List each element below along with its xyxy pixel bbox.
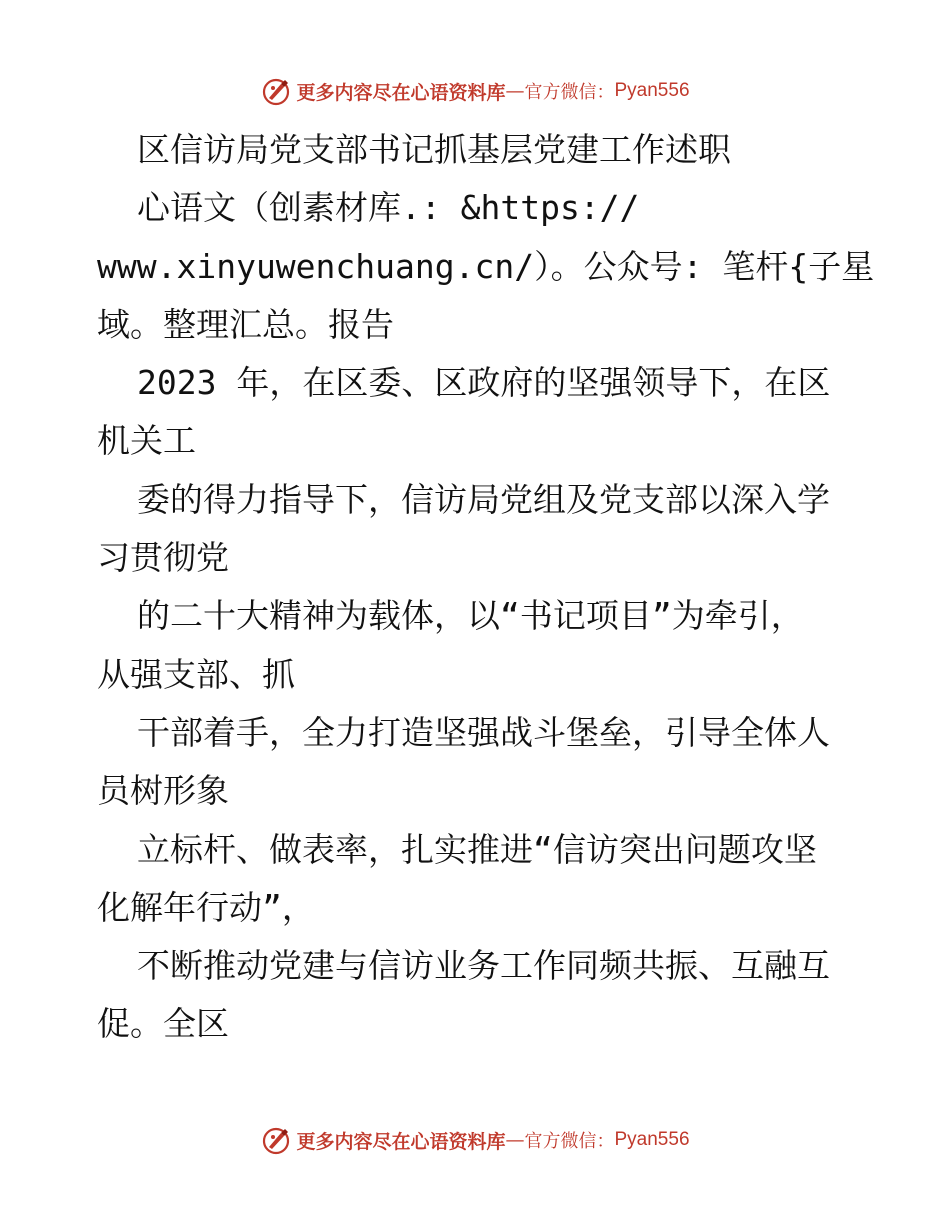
pen-logo-icon	[260, 1124, 292, 1156]
text-line: 的二十大精神为载体，以“书记项目”为牵引，	[137, 596, 804, 636]
banner-wechat-label: 官方微信：	[524, 82, 615, 103]
text-line: 习贯彻党	[97, 538, 229, 578]
text-line: 员树形象	[97, 771, 229, 811]
document-body	[97, 121, 875, 1054]
pen-logo-icon	[260, 75, 292, 107]
text-line: 从强支部、抓	[97, 654, 295, 694]
banner-dash: —	[505, 80, 525, 102]
banner-wechat-id: Pyan556	[614, 80, 690, 101]
footer-banner	[0, 1122, 950, 1158]
banner-wechat-id: Pyan556	[614, 1129, 690, 1150]
banner-wechat-label: 官方微信：	[524, 1131, 615, 1152]
header-banner	[0, 73, 950, 109]
banner-main-text: 更多内容尽在心语资料库	[296, 81, 506, 104]
text-line: 域。整理汇总。报告	[97, 304, 394, 344]
text-line: 委的得力指导下，信访局党组及党支部以深入学	[137, 479, 830, 519]
text-line: 立标杆、做表率，扎实推进“信访突出问题攻坚	[137, 829, 817, 869]
text-line: 促。全区	[97, 1004, 229, 1044]
text-line: 心语文（创素材库.: &https://	[137, 188, 640, 228]
text-line: 干部着手，全力打造坚强战斗堡垒，引导全体人	[137, 712, 830, 752]
banner-dash: —	[505, 1129, 525, 1151]
text-line: 区信访局党支部书记抓基层党建工作述职	[137, 130, 731, 169]
banner-main-text: 更多内容尽在心语资料库	[296, 1130, 506, 1153]
text-line: 机关工	[97, 421, 196, 461]
text-line: 化解年行动”，	[97, 887, 315, 927]
text-line: www.xinyuwenchuang.cn/）。公众号: 笔杆{子星	[97, 246, 875, 286]
text-line: 不断推动党建与信访业务工作同频共振、互融互	[137, 946, 830, 986]
text-line: 2023 年，在区委、区政府的坚强领导下，在区	[137, 363, 831, 403]
